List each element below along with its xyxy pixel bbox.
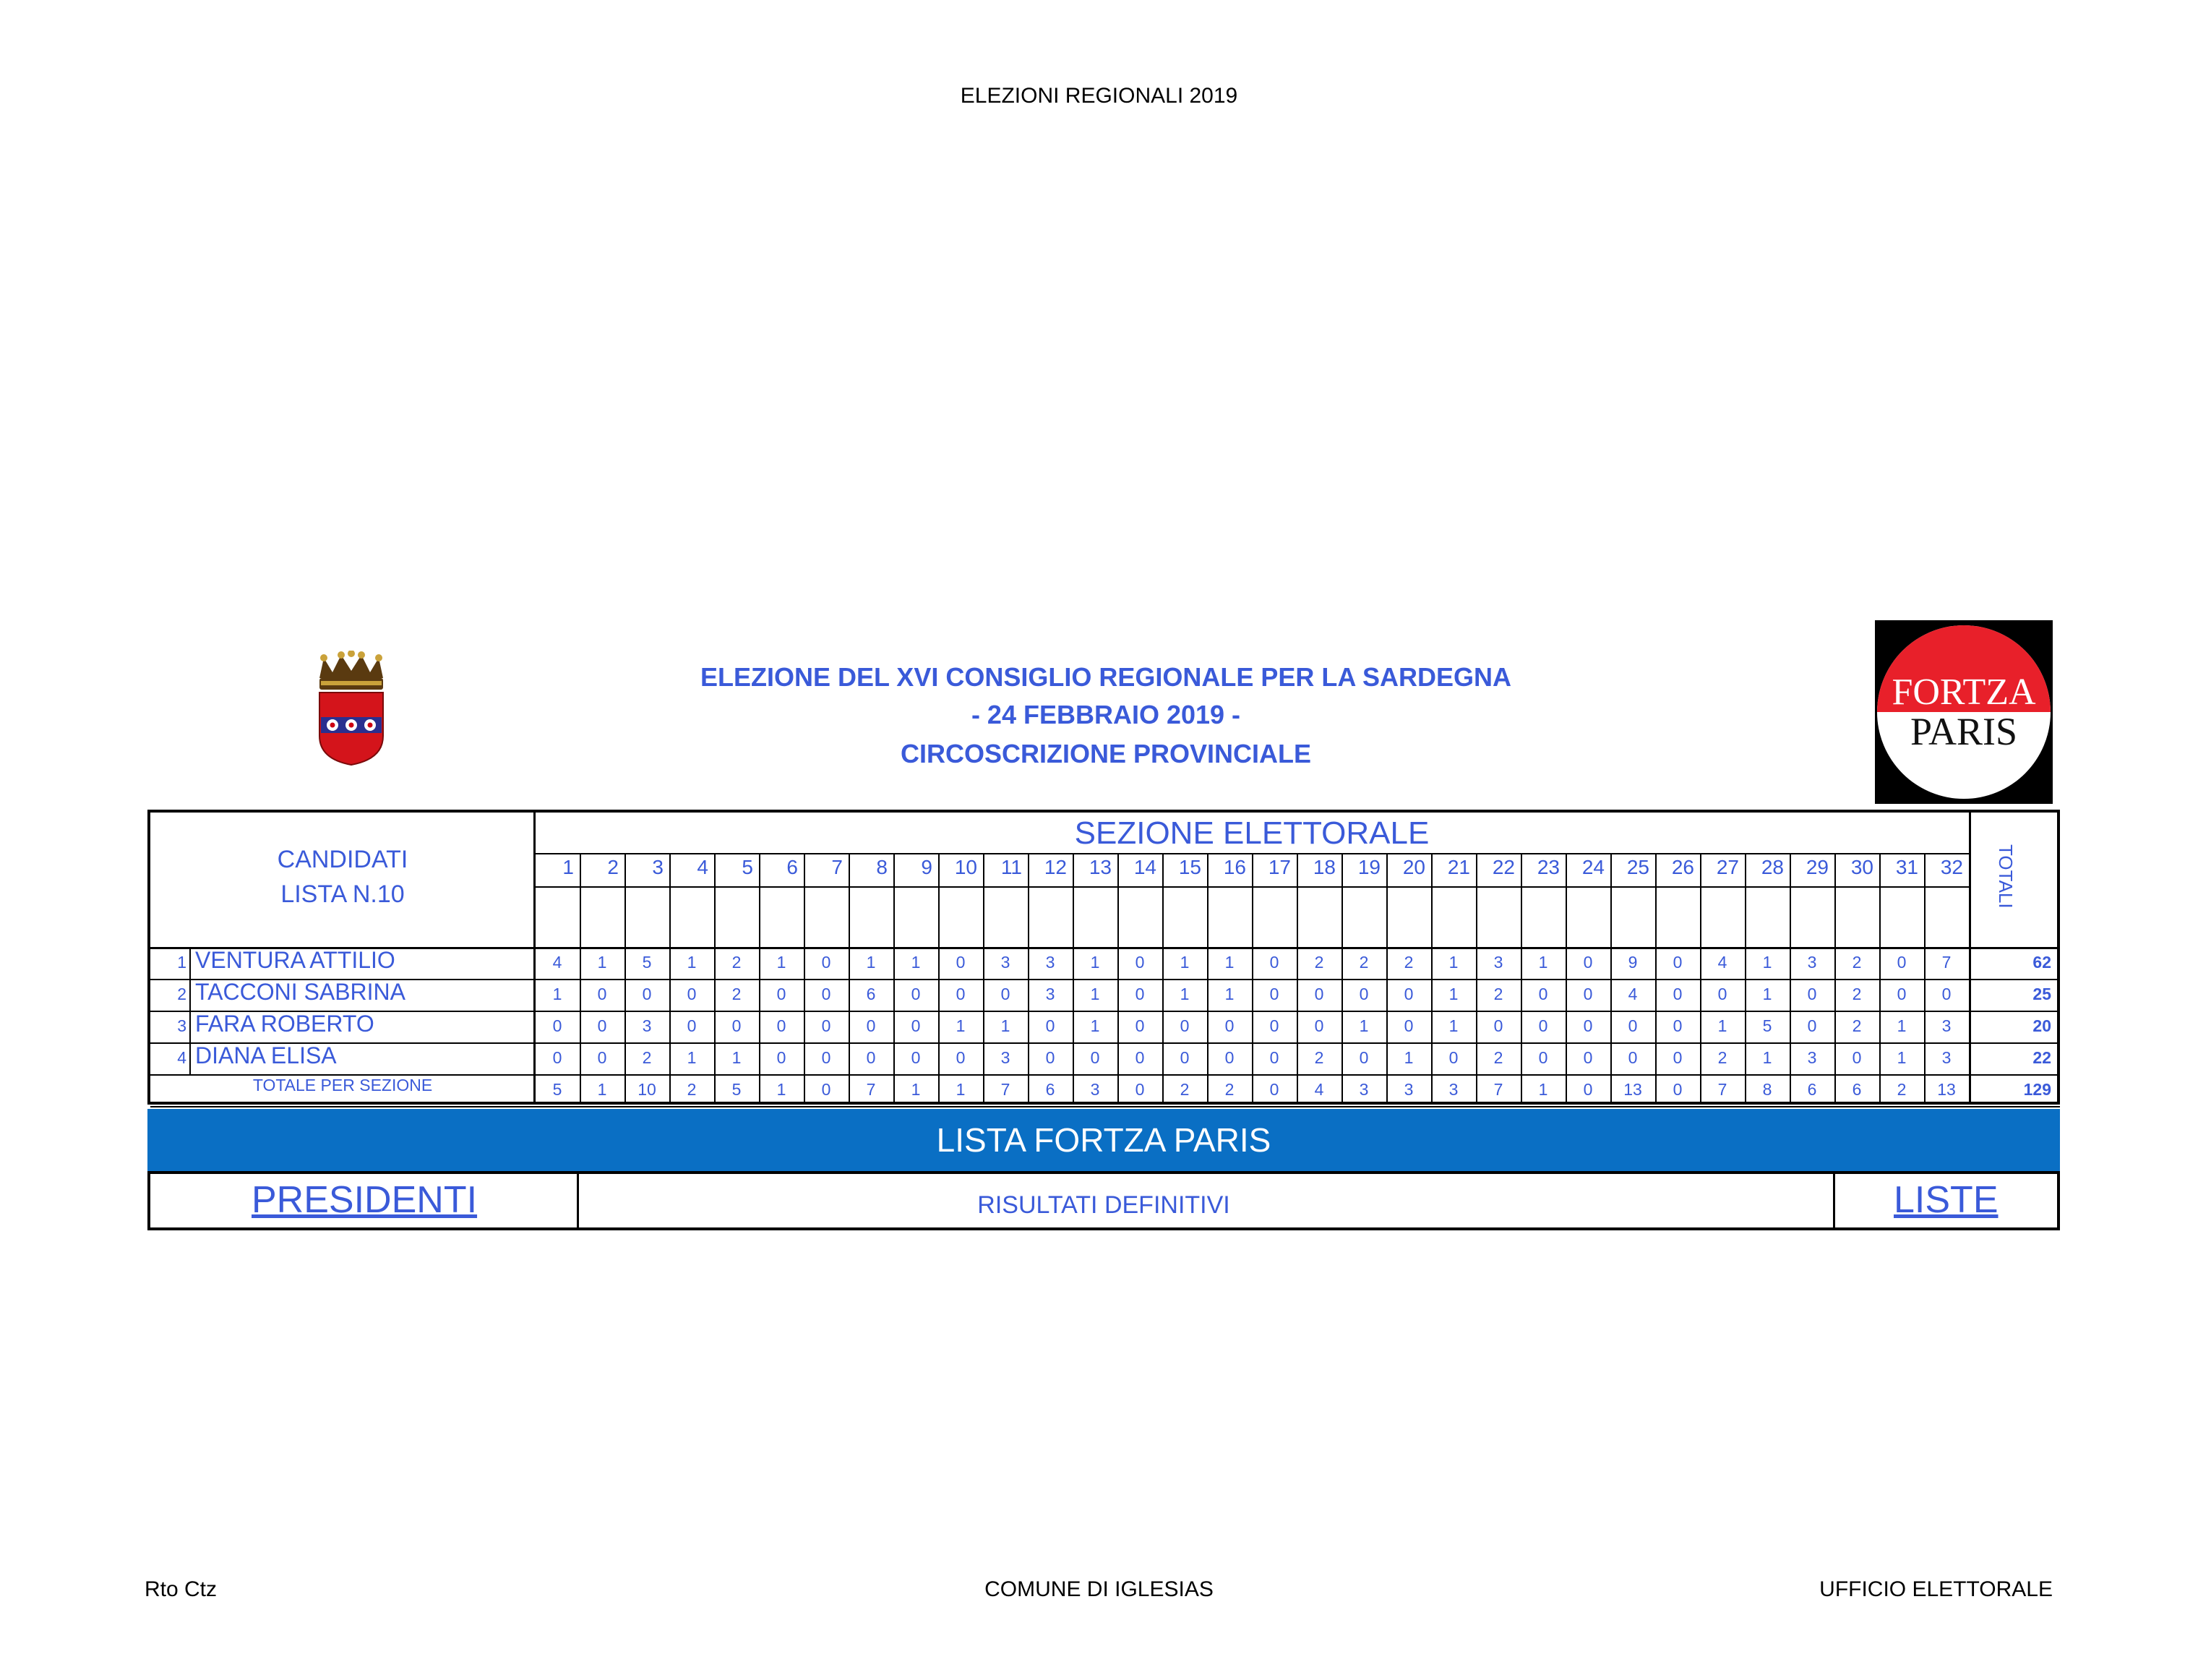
- vote-cell: 2: [1717, 1048, 1727, 1067]
- vote-cell: 0: [687, 1016, 697, 1035]
- vote-cell: 1: [1538, 953, 1548, 972]
- vote-cell: 1: [687, 1048, 697, 1067]
- vote-cell: 0: [1135, 1016, 1145, 1035]
- candidate-index: 3: [177, 1016, 186, 1035]
- vote-cell: 1: [956, 1016, 966, 1035]
- section-number: 1: [562, 856, 574, 878]
- vote-cell: 0: [1314, 1016, 1324, 1035]
- vote-cell: 0: [1269, 1048, 1279, 1067]
- document-title: ELEZIONE DEL XVI CONSIGLIO REGIONALE PER LA SARDEGNA: [700, 662, 1512, 692]
- vote-cell: 0: [776, 1016, 786, 1035]
- vote-cell: 3: [1807, 953, 1817, 972]
- section-number: 3: [652, 856, 664, 878]
- liste-link[interactable]: LISTE: [1894, 1179, 1999, 1221]
- section-total-cell: 13: [1937, 1080, 1956, 1099]
- vote-cell: 1: [1762, 985, 1772, 1003]
- vote-cell: 0: [911, 985, 921, 1003]
- vote-cell: 1: [1180, 985, 1190, 1003]
- section-total-cell: 7: [1493, 1080, 1503, 1099]
- vote-cell: 0: [1897, 985, 1907, 1003]
- vote-cell: 2: [1314, 1048, 1324, 1067]
- vote-cell: 2: [1314, 953, 1324, 972]
- section-total-cell: 8: [1762, 1080, 1772, 1099]
- document-date: - 24 FEBBRAIO 2019 -: [971, 700, 1241, 729]
- section-number: 11: [1000, 856, 1022, 878]
- lista-number-label: LISTA N.10: [280, 880, 405, 908]
- section-total-cell: 2: [1224, 1080, 1235, 1099]
- section-number: 15: [1178, 856, 1201, 878]
- vote-cell: 7: [1941, 953, 1952, 972]
- vote-cell: 0: [1180, 1048, 1190, 1067]
- section-number: 14: [1133, 856, 1156, 878]
- section-number: 8: [876, 856, 888, 878]
- candidate-name: FARA ROBERTO: [195, 1011, 374, 1037]
- vote-cell: 9: [1628, 953, 1638, 972]
- vote-cell: 3: [1941, 1048, 1952, 1067]
- vote-cell: 1: [1180, 953, 1190, 972]
- vote-cell: 1: [1359, 1016, 1369, 1035]
- vote-cell: 1: [911, 953, 921, 972]
- vote-cell: 2: [1852, 985, 1862, 1003]
- vote-cell: 3: [1045, 985, 1055, 1003]
- section-total-cell: 1: [911, 1080, 921, 1099]
- grand-total: 129: [2023, 1080, 2051, 1099]
- status-label: RISULTATI DEFINITIVI: [977, 1191, 1230, 1219]
- section-total-cell: 0: [1135, 1080, 1145, 1099]
- section-total-cell: 5: [731, 1080, 742, 1099]
- vote-cell: 0: [911, 1016, 921, 1035]
- vote-cell: 2: [1852, 1016, 1862, 1035]
- section-number: 7: [831, 856, 843, 878]
- vote-cell: 5: [642, 953, 652, 972]
- coat-of-arms-icon: [314, 651, 389, 766]
- candidate-index: 2: [177, 985, 186, 1003]
- section-total-cell: 10: [637, 1080, 656, 1099]
- vote-cell: 0: [1583, 1016, 1593, 1035]
- section-total-cell: 3: [1448, 1080, 1459, 1099]
- vote-cell: 1: [1762, 1048, 1772, 1067]
- vote-cell: 4: [1717, 953, 1727, 972]
- vote-cell: 0: [821, 953, 831, 972]
- vote-cell: 0: [1045, 1048, 1055, 1067]
- section-total-cell: 1: [1538, 1080, 1548, 1099]
- vote-cell: 1: [731, 1048, 742, 1067]
- section-number: 17: [1268, 856, 1291, 878]
- section-total-cell: 0: [821, 1080, 831, 1099]
- vote-cell: 0: [1897, 953, 1907, 972]
- vote-cell: 2: [1493, 1048, 1503, 1067]
- section-total-cell: 0: [1583, 1080, 1593, 1099]
- vote-cell: 3: [1045, 953, 1055, 972]
- vote-cell: 0: [1269, 953, 1279, 972]
- section-total-cell: 7: [1000, 1080, 1010, 1099]
- section-number: 30: [1850, 856, 1873, 878]
- section-number: 6: [786, 856, 798, 878]
- totals-label: TOTALE PER SEZIONE: [252, 1076, 433, 1094]
- vote-cell: 0: [597, 1016, 607, 1035]
- vote-cell: 0: [552, 1016, 562, 1035]
- vote-cell: 4: [1628, 985, 1638, 1003]
- vote-cell: 0: [1717, 985, 1727, 1003]
- vote-cell: 0: [1807, 985, 1817, 1003]
- vote-cell: 0: [1583, 953, 1593, 972]
- presidenti-link[interactable]: PRESIDENTI: [252, 1179, 478, 1221]
- vote-cell: 1: [1448, 1016, 1459, 1035]
- fortza-paris-logo: [1875, 620, 2053, 804]
- vote-cell: 4: [552, 953, 562, 972]
- section-total-cell: 4: [1314, 1080, 1324, 1099]
- vote-cell: 1: [1404, 1048, 1414, 1067]
- section-total-cell: 1: [776, 1080, 786, 1099]
- totali-label: TOTALI: [1995, 844, 2017, 909]
- logo-line2: PARIS: [1910, 710, 2018, 753]
- candidate-index: 1: [177, 953, 186, 972]
- candidate-total: 20: [2032, 1016, 2051, 1035]
- section-number: 2: [607, 856, 619, 878]
- vote-cell: 1: [1090, 953, 1100, 972]
- vote-cell: 0: [776, 985, 786, 1003]
- vote-cell: 0: [1941, 985, 1952, 1003]
- section-total-cell: 3: [1404, 1080, 1414, 1099]
- vote-cell: 0: [1269, 985, 1279, 1003]
- vote-cell: 1: [597, 953, 607, 972]
- vote-cell: 2: [1852, 953, 1862, 972]
- vote-cell: 0: [1000, 985, 1010, 1003]
- section-total-cell: 1: [956, 1080, 966, 1099]
- vote-cell: 0: [1448, 1048, 1459, 1067]
- section-total-cell: 6: [1807, 1080, 1817, 1099]
- vote-cell: 2: [642, 1048, 652, 1067]
- vote-cell: 0: [1314, 985, 1324, 1003]
- candidate-total: 25: [2032, 985, 2051, 1003]
- vote-cell: 1: [1448, 985, 1459, 1003]
- vote-cell: 0: [1090, 1048, 1100, 1067]
- section-number: 27: [1716, 856, 1739, 878]
- vote-cell: 0: [1269, 1016, 1279, 1035]
- vote-cell: 3: [1493, 953, 1503, 972]
- section-number: 20: [1402, 856, 1425, 878]
- vote-cell: 0: [1807, 1016, 1817, 1035]
- vote-cell: 0: [552, 1048, 562, 1067]
- vote-cell: 0: [1224, 1048, 1235, 1067]
- section-number: 10: [954, 856, 977, 878]
- party-logo-icon: [1875, 620, 2053, 804]
- candidati-label: CANDIDATI: [277, 846, 408, 873]
- vote-cell: 1: [1897, 1048, 1907, 1067]
- logo-line1: FORTZA: [1892, 672, 2036, 713]
- vote-cell: 0: [1673, 953, 1683, 972]
- section-total-cell: 0: [1269, 1080, 1279, 1099]
- document-subtitle: CIRCOSCRIZIONE PROVINCIALE: [900, 739, 1312, 768]
- vote-cell: 1: [687, 953, 697, 972]
- navigation-box: [147, 1171, 2060, 1230]
- section-total-cell: 5: [552, 1080, 562, 1099]
- section-number: 29: [1806, 856, 1829, 878]
- section-total-cell: 7: [1717, 1080, 1727, 1099]
- vote-cell: 0: [776, 1048, 786, 1067]
- vote-cell: 1: [1448, 953, 1459, 972]
- vote-cell: 0: [1045, 1016, 1055, 1035]
- section-total-cell: 2: [1180, 1080, 1190, 1099]
- vote-cell: 0: [1359, 985, 1369, 1003]
- sezione-label: SEZIONE ELETTORALE: [1074, 815, 1430, 851]
- vote-cell: 0: [1224, 1016, 1235, 1035]
- section-number: 26: [1671, 856, 1694, 878]
- section-total-cell: 13: [1623, 1080, 1642, 1099]
- section-number: 9: [921, 856, 932, 878]
- vote-cell: 0: [1628, 1016, 1638, 1035]
- section-number: 31: [1895, 856, 1918, 878]
- section-total-cell: 7: [866, 1080, 876, 1099]
- vote-cell: 1: [1224, 953, 1235, 972]
- section-number: 24: [1581, 856, 1605, 878]
- top-title: ELEZIONI REGIONALI 2019: [960, 84, 1238, 108]
- vote-cell: 2: [1359, 953, 1369, 972]
- section-number: 4: [697, 856, 708, 878]
- section-total-cell: 1: [597, 1080, 607, 1099]
- vote-cell: 0: [1180, 1016, 1190, 1035]
- lista-bar: [147, 1109, 2060, 1171]
- vote-cell: 0: [1628, 1048, 1638, 1067]
- vote-cell: 0: [642, 985, 652, 1003]
- section-number: 18: [1313, 856, 1336, 878]
- results-table: [147, 810, 2060, 1105]
- section-total-cell: 3: [1090, 1080, 1100, 1099]
- vote-cell: 0: [821, 1016, 831, 1035]
- vote-cell: 1: [776, 953, 786, 972]
- vote-cell: 0: [866, 1016, 876, 1035]
- section-number: 12: [1044, 856, 1067, 878]
- vote-cell: 6: [866, 985, 876, 1003]
- vote-cell: 1: [552, 985, 562, 1003]
- vote-cell: 0: [687, 985, 697, 1003]
- vote-cell: 0: [821, 1048, 831, 1067]
- section-number: 5: [742, 856, 753, 878]
- vote-cell: 0: [866, 1048, 876, 1067]
- vote-cell: 2: [731, 985, 742, 1003]
- section-total-cell: 2: [1897, 1080, 1907, 1099]
- vote-cell: 0: [1135, 1048, 1145, 1067]
- vote-cell: 0: [1538, 985, 1548, 1003]
- vote-cell: 0: [1404, 985, 1414, 1003]
- section-number: 13: [1089, 856, 1112, 878]
- vote-cell: 0: [956, 1048, 966, 1067]
- vote-cell: 1: [866, 953, 876, 972]
- vote-cell: 0: [731, 1016, 742, 1035]
- vote-cell: 0: [821, 985, 831, 1003]
- section-number: 21: [1447, 856, 1470, 878]
- section-total-cell: 0: [1673, 1080, 1683, 1099]
- section-number: 23: [1537, 856, 1560, 878]
- footer-left: Rto Ctz: [145, 1577, 218, 1601]
- candidate-name: DIANA ELISA: [195, 1042, 337, 1068]
- section-total-cell: 3: [1359, 1080, 1369, 1099]
- vote-cell: 1: [1897, 1016, 1907, 1035]
- vote-cell: 1: [1000, 1016, 1010, 1035]
- vote-cell: 0: [1538, 1016, 1548, 1035]
- vote-cell: 2: [1404, 953, 1414, 972]
- candidate-name: TACCONI SABRINA: [195, 979, 405, 1005]
- section-number: 22: [1492, 856, 1515, 878]
- lista-label: LISTA FORTZA PARIS: [936, 1121, 1271, 1159]
- vote-cell: 3: [642, 1016, 652, 1035]
- vote-cell: 0: [1359, 1048, 1369, 1067]
- vote-cell: 2: [1493, 985, 1503, 1003]
- vote-cell: 0: [1583, 1048, 1593, 1067]
- vote-cell: 0: [1852, 1048, 1862, 1067]
- vote-cell: 1: [1717, 1016, 1727, 1035]
- vote-cell: 3: [1000, 953, 1010, 972]
- vote-cell: 1: [1762, 953, 1772, 972]
- section-total-cell: 6: [1045, 1080, 1055, 1099]
- section-number: 16: [1223, 856, 1246, 878]
- vote-cell: 0: [1538, 1048, 1548, 1067]
- candidate-index: 4: [177, 1048, 186, 1067]
- vote-cell: 3: [1807, 1048, 1817, 1067]
- vote-cell: 0: [1673, 1016, 1683, 1035]
- vote-cell: 0: [956, 953, 966, 972]
- section-total-cell: 6: [1852, 1080, 1862, 1099]
- candidate-total: 62: [2032, 953, 2051, 972]
- section-number: 19: [1357, 856, 1381, 878]
- vote-cell: 5: [1762, 1016, 1772, 1035]
- vote-cell: 0: [1583, 985, 1593, 1003]
- section-number: 25: [1626, 856, 1649, 878]
- footer-right: UFFICIO ELETTORALE: [1819, 1577, 2053, 1601]
- vote-cell: 0: [597, 1048, 607, 1067]
- vote-cell: 0: [1493, 1016, 1503, 1035]
- vote-cell: 1: [1090, 985, 1100, 1003]
- section-total-cell: 2: [687, 1080, 697, 1099]
- vote-cell: 0: [1673, 985, 1683, 1003]
- vote-cell: 0: [956, 985, 966, 1003]
- vote-cell: 0: [1404, 1016, 1414, 1035]
- vote-cell: 0: [597, 985, 607, 1003]
- vote-cell: 0: [1135, 985, 1145, 1003]
- section-number: 32: [1940, 856, 1963, 878]
- section-number: 28: [1761, 856, 1784, 878]
- candidate-name: VENTURA ATTILIO: [195, 947, 395, 973]
- vote-cell: 1: [1224, 985, 1235, 1003]
- vote-cell: 3: [1941, 1016, 1952, 1035]
- vote-cell: 0: [1673, 1048, 1683, 1067]
- vote-cell: 3: [1000, 1048, 1010, 1067]
- vote-cell: 0: [1135, 953, 1145, 972]
- candidate-total: 22: [2032, 1048, 2051, 1067]
- footer-center: COMUNE DI IGLESIAS: [984, 1577, 1214, 1601]
- vote-cell: 1: [1090, 1016, 1100, 1035]
- vote-cell: 2: [731, 953, 742, 972]
- vote-cell: 0: [911, 1048, 921, 1067]
